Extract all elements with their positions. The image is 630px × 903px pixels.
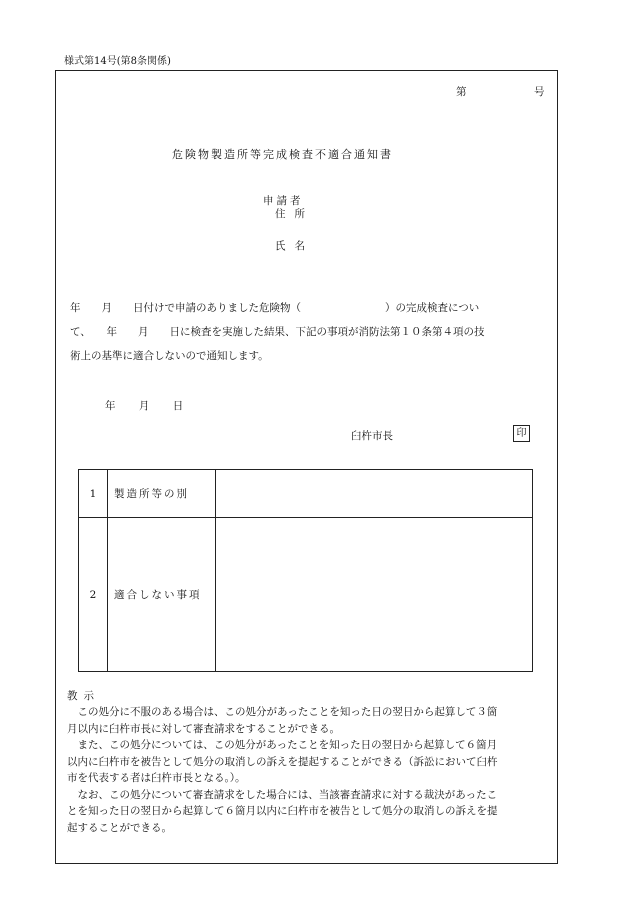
notice-line: 市を代表する者は臼杵市長となる。）。 <box>67 772 246 784</box>
body-paragraph <box>70 296 548 368</box>
notice-line: 月以内に臼杵市長に対して審査請求をすることができる。 <box>67 722 340 735</box>
document-title: 危険物製造所等完成検査不適合通知書 <box>172 148 393 161</box>
notice-line: とを知った日の翌日から起算して６箇月以内に臼杵市を被告として処分の取消しの訴えを提 <box>67 805 498 817</box>
notice-line: また、この処分については、この処分があったことを知った日の翌日から起算して６箇月 <box>67 739 498 751</box>
notice-line: なお、この処分について審査請求をした場合には、当該審査請求に対する裁決があったこ <box>67 788 498 801</box>
row-label: 製造所等の別 <box>108 470 216 518</box>
seal-mark: 印 <box>513 425 530 442</box>
notice-heading: 教示 <box>67 690 100 702</box>
name-label: 氏名 <box>275 240 314 252</box>
body-line: 術上の基準に適合しないので通知します。 <box>70 350 269 362</box>
applicant-label: 申請者 <box>263 195 304 207</box>
row-number: 1 <box>79 470 108 518</box>
form-code: 様式第14号(第8条関係) <box>64 56 171 67</box>
body-line: て、 年 月 日に検査を実施した結果、下記の事項が消防法第１０条第４項の技 <box>70 326 485 338</box>
table-row <box>79 470 533 518</box>
notice-line: 以内に臼杵市を被告として処分の取消しの訴えを提起することができる（訴訟において臼杵 <box>67 755 498 768</box>
issue-date-day: 日 <box>172 400 184 412</box>
document-number-suffix: 号 <box>534 86 545 98</box>
body-line: 年 月 日付けで申請のありました危険物（ ）の完成検査につい <box>70 302 480 314</box>
document-number-prefix: 第 <box>456 86 467 98</box>
issue-date <box>105 398 203 413</box>
notice-line: この処分に不服のある場合は、この処分があったことを知った日の翌日から起算して３箇 <box>67 706 498 718</box>
row-value <box>216 470 533 518</box>
issue-date-month: 月 <box>138 400 150 412</box>
notice-text <box>67 704 551 836</box>
items-table <box>78 469 533 672</box>
row-label: 適合しない事項 <box>108 518 216 672</box>
table-row <box>79 518 533 672</box>
row-number: 2 <box>79 518 108 672</box>
address-label: 住所 <box>275 208 314 220</box>
issuer-name: 臼杵市長 <box>351 430 393 442</box>
issue-date-year: 年 <box>105 400 116 412</box>
notice-line: 起することができる。 <box>67 821 172 834</box>
row-value <box>216 518 533 672</box>
